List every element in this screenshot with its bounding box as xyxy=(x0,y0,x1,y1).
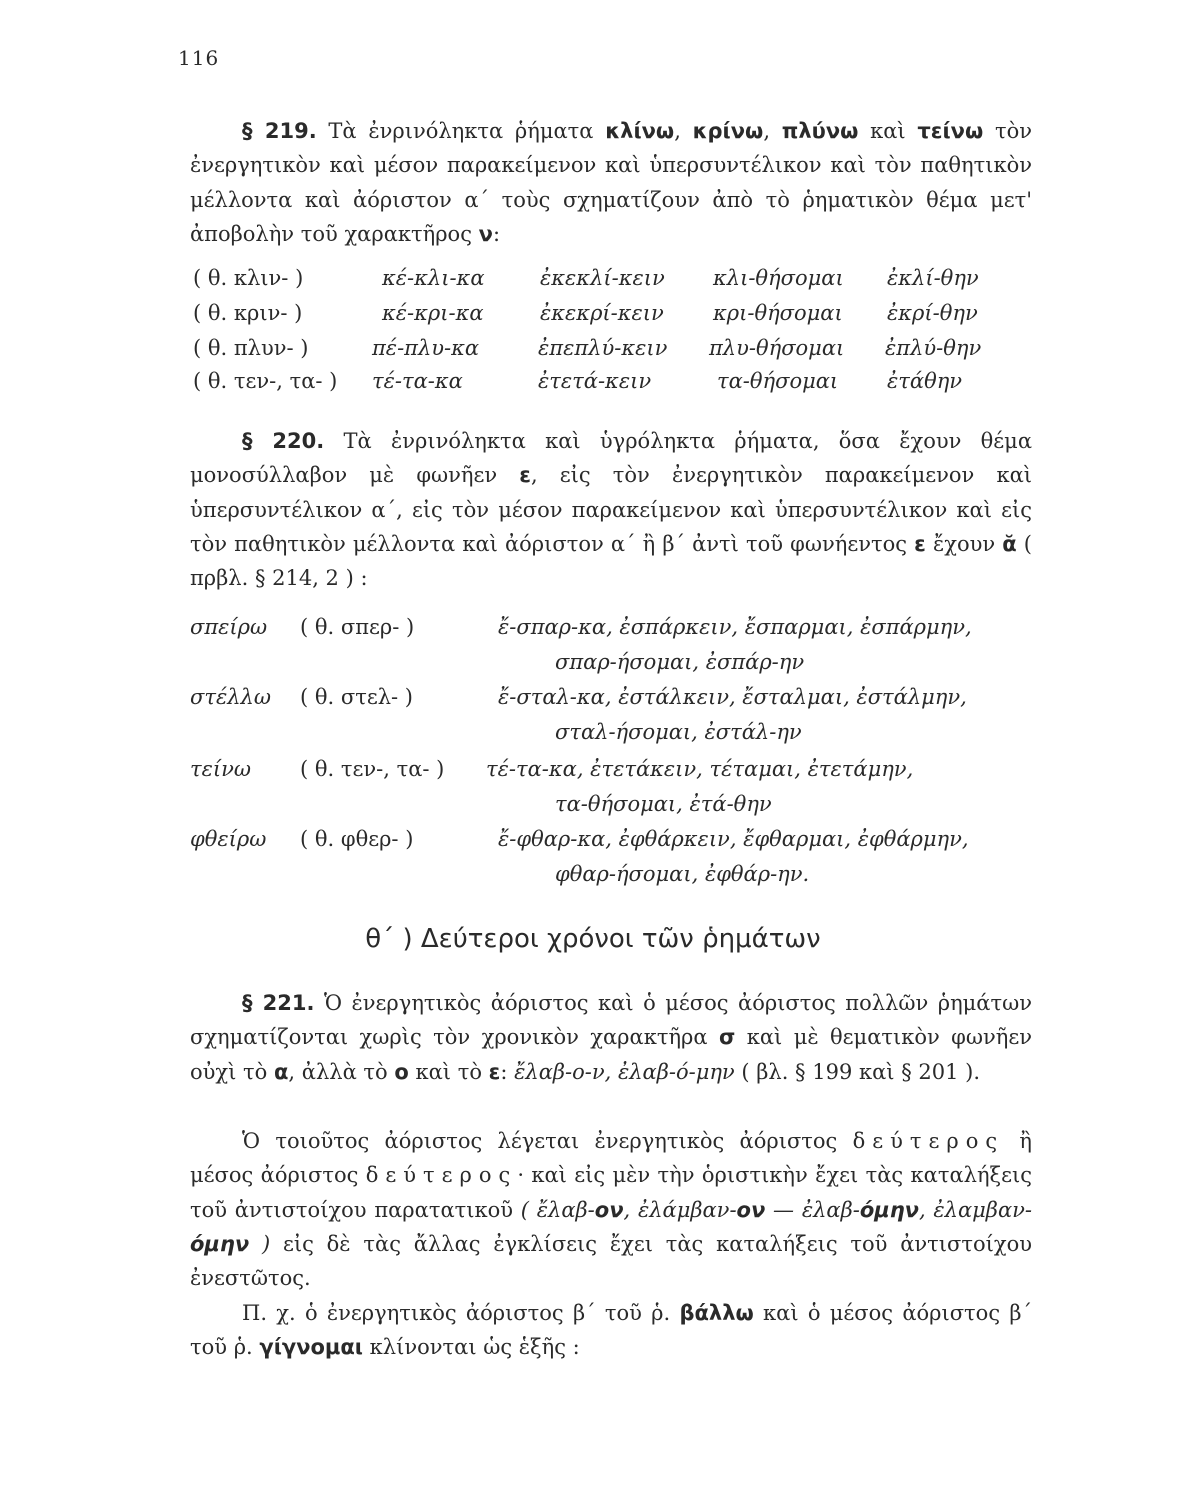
paragraph-221 xyxy=(190,986,1032,1089)
ending: ον xyxy=(736,1197,766,1222)
form: πέ-πλυ-κα xyxy=(372,336,480,360)
verb: γίγνομαι xyxy=(259,1335,363,1360)
forms: ἔ-σταλ-κα, ἐστάλκειν, ἔσταλμαι, ἐστάλμην, xyxy=(498,685,967,709)
forms: σπαρ-ήσομαι, ἐσπάρ-ην xyxy=(555,650,805,674)
forms: ἔ-σπαρ-κα, ἐσπάρκειν, ἔσπαρμαι, ἐσπάρμην, xyxy=(498,615,972,639)
stem: ( θ. τεν-, τα- ) xyxy=(193,369,338,393)
text: , xyxy=(674,119,693,143)
ending: όμην xyxy=(190,1231,250,1256)
verb: πλύνω xyxy=(781,119,859,143)
text: : xyxy=(492,221,501,246)
form: ἐκρί-θην xyxy=(887,301,978,325)
text: , εἰς τὸν ἐνεργητικὸν παρακείμενον καὶ ὑπερσυντέλικον α΄, εἰς τὸν μέσον παρακείμενον καὶ ὑπερσυντέλικον καὶ εἰς τὸν παθητικὸν μέλλοντα καὶ ἀόριστον α΄ ἢ β΄ ἀντὶ τοῦ φωνήεντος xyxy=(190,463,1032,556)
letter: σ xyxy=(718,1025,736,1050)
text: ( βλ. § 199 καὶ § 201 ). xyxy=(734,1059,980,1084)
form: κέ-κλι-κα xyxy=(382,266,485,290)
form: ἐκεκρί-κειν xyxy=(540,301,664,325)
example: — ἐλαβ- xyxy=(765,1197,860,1222)
page-number: 116 xyxy=(178,46,220,70)
example-forms: ἔλαβ-ο-ν, ἐλαβ-ό-μην xyxy=(514,1059,735,1084)
text: , ἀλλὰ τὸ xyxy=(288,1059,395,1084)
letter: ε xyxy=(488,1059,501,1084)
paragraph-219 xyxy=(190,114,1032,251)
section-number: § 219. xyxy=(242,119,317,143)
letter: ν xyxy=(478,221,493,246)
text: τὸν ἐνεργητικὸν καὶ μέσον παρακείμενον καὶ ὑπερσυντέλικον καὶ τὸν παθητικὸν μέλλοντα καὶ ἀόριστον α΄ τοὺς σχηματίζουν ἀπὸ τὸ ῥηματικὸν θέμα μετ' ἀποβολὴν τοῦ χαρακτῆρος xyxy=(190,119,1032,246)
example: ) xyxy=(249,1231,271,1256)
forms: τα-θήσομαι, ἐτά-θην xyxy=(555,792,772,816)
stem: ( θ. φθερ- ) xyxy=(300,827,414,851)
text: ἔχουν xyxy=(925,531,1003,556)
stem: ( θ. σπερ- ) xyxy=(300,615,415,639)
text: Τὰ ἐνρινόληκτα ῥήματα xyxy=(316,119,606,143)
text: · καὶ εἰς μὲν τὴν ὁριστικὴν ἔχει τὰς καταλήξεις τοῦ ἀντιστοίχου παρατατικοῦ xyxy=(190,1163,1032,1222)
form: ἐκλί-θην xyxy=(887,266,979,290)
example: , ἐλαμβαν- xyxy=(918,1197,1032,1222)
text: καὶ μὲ θεματικὸν φωνῆεν οὐχὶ τὸ xyxy=(190,1025,1032,1084)
letter: ε xyxy=(519,463,531,488)
verb: τείνω xyxy=(917,119,984,143)
form: πλυ-θήσομαι xyxy=(709,336,845,360)
form: ἐκεκλί-κειν xyxy=(540,266,665,290)
verb: τείνω xyxy=(190,757,252,781)
stem: ( θ. τεν-, τα- ) xyxy=(300,757,445,781)
section-number: § 221. xyxy=(242,991,315,1015)
form: ἐτετά-κειν xyxy=(538,369,652,393)
section-number: § 220. xyxy=(242,429,325,453)
ending: όμην xyxy=(859,1197,919,1222)
text: : xyxy=(500,1059,515,1084)
forms: φθαρ-ήσομαι, ἐφθάρ-ην. xyxy=(555,862,810,886)
text: Ὁ ἐνεργητικὸς ἀόριστος καὶ ὁ μέσος ἀόριστος πολλῶν ῥημάτων σχηματίζονται χωρὶς τὸν χρονικὸν χαρακτῆρα xyxy=(190,991,1032,1050)
form: τέ-τα-κα xyxy=(372,369,463,393)
verb: βάλλω xyxy=(679,1301,754,1325)
form: κέ-κρι-κα xyxy=(382,301,484,325)
paragraph-example xyxy=(190,1296,1032,1365)
forms: σταλ-ήσομαι, ἐστάλ-ην xyxy=(555,720,802,744)
text: κλίνονται ὡς ἑξῆς : xyxy=(363,1335,580,1360)
text: ( πρβλ. § 214, 2 ) : xyxy=(190,531,1032,591)
form: τα-θήσομαι xyxy=(717,369,839,393)
text: Π. χ. ὁ ἐνεργητικὸς ἀόριστος β΄ τοῦ ῥ. xyxy=(242,1301,680,1325)
text: Τὰ ἐνρινόληκτα καὶ ὑγρόληκτα ῥήματα, ὅσα ἔχουν θέμα μονοσύλλαβον μὲ φωνῆεν xyxy=(190,429,1032,488)
letter: α xyxy=(273,1059,289,1084)
forms: ἔ-φθαρ-κα, ἐφθάρκειν, ἔφθαρμαι, ἐφθάρμην, xyxy=(498,827,969,851)
text: ἢ μέσος ἀόριστος xyxy=(190,1129,1032,1188)
verb: σπείρω xyxy=(190,615,268,639)
example: ( ἔλαβ- xyxy=(520,1197,595,1222)
verb: στέλλω xyxy=(190,685,271,709)
letter: ο xyxy=(394,1059,409,1084)
stem: ( θ. στελ- ) xyxy=(300,685,413,709)
letter: ᾰ xyxy=(1002,531,1017,556)
stem: ( θ. πλυν- ) xyxy=(193,336,309,360)
text: καὶ ὁ μέσος ἀόριστος β΄ τοῦ ῥ. xyxy=(190,1301,1032,1360)
form: ἐπλύ-θην xyxy=(885,336,982,360)
text: , xyxy=(763,119,782,143)
form: ἐπεπλύ-κειν xyxy=(538,336,668,360)
ending: ον xyxy=(594,1197,624,1222)
paragraph-second-aorist xyxy=(190,1124,1032,1295)
verb: κρίνω xyxy=(692,119,764,143)
text: εἰς δὲ τὰς ἄλλας ἐγκλίσεις ἔχει τὰς καταλήξεις τοῦ ἀντιστοίχου ἐνεστῶτος. xyxy=(190,1231,1032,1291)
form: κρι-θήσομαι xyxy=(713,301,843,325)
forms: τέ-τα-κα, ἐτετάκειν, τέταμαι, ἐτετάμην, xyxy=(486,757,914,781)
spaced-word: δεύτερος xyxy=(852,1129,1005,1153)
verb: κλίνω xyxy=(605,119,675,143)
stem: ( θ. κριν- ) xyxy=(193,301,303,325)
text: καὶ xyxy=(858,119,918,143)
form: κλι-θήσομαι xyxy=(713,266,844,290)
paragraph-220 xyxy=(190,424,1032,595)
letter: ε xyxy=(914,531,926,556)
text: καὶ τὸ xyxy=(408,1059,489,1084)
example: , ἐλάμβαν- xyxy=(623,1197,737,1222)
text: Ὁ τοιοῦτος ἀόριστος λέγεται ἐνεργητικὸς ἀόριστος xyxy=(242,1129,853,1153)
form: ἐτάθην xyxy=(887,369,963,393)
verb: φθείρω xyxy=(190,827,267,851)
section-heading: θ΄ ) Δεύτεροι χρόνοι τῶν ῥημάτων xyxy=(365,924,821,954)
stem: ( θ. κλιν- ) xyxy=(193,266,304,290)
spaced-word: δεύτερος xyxy=(365,1163,518,1188)
